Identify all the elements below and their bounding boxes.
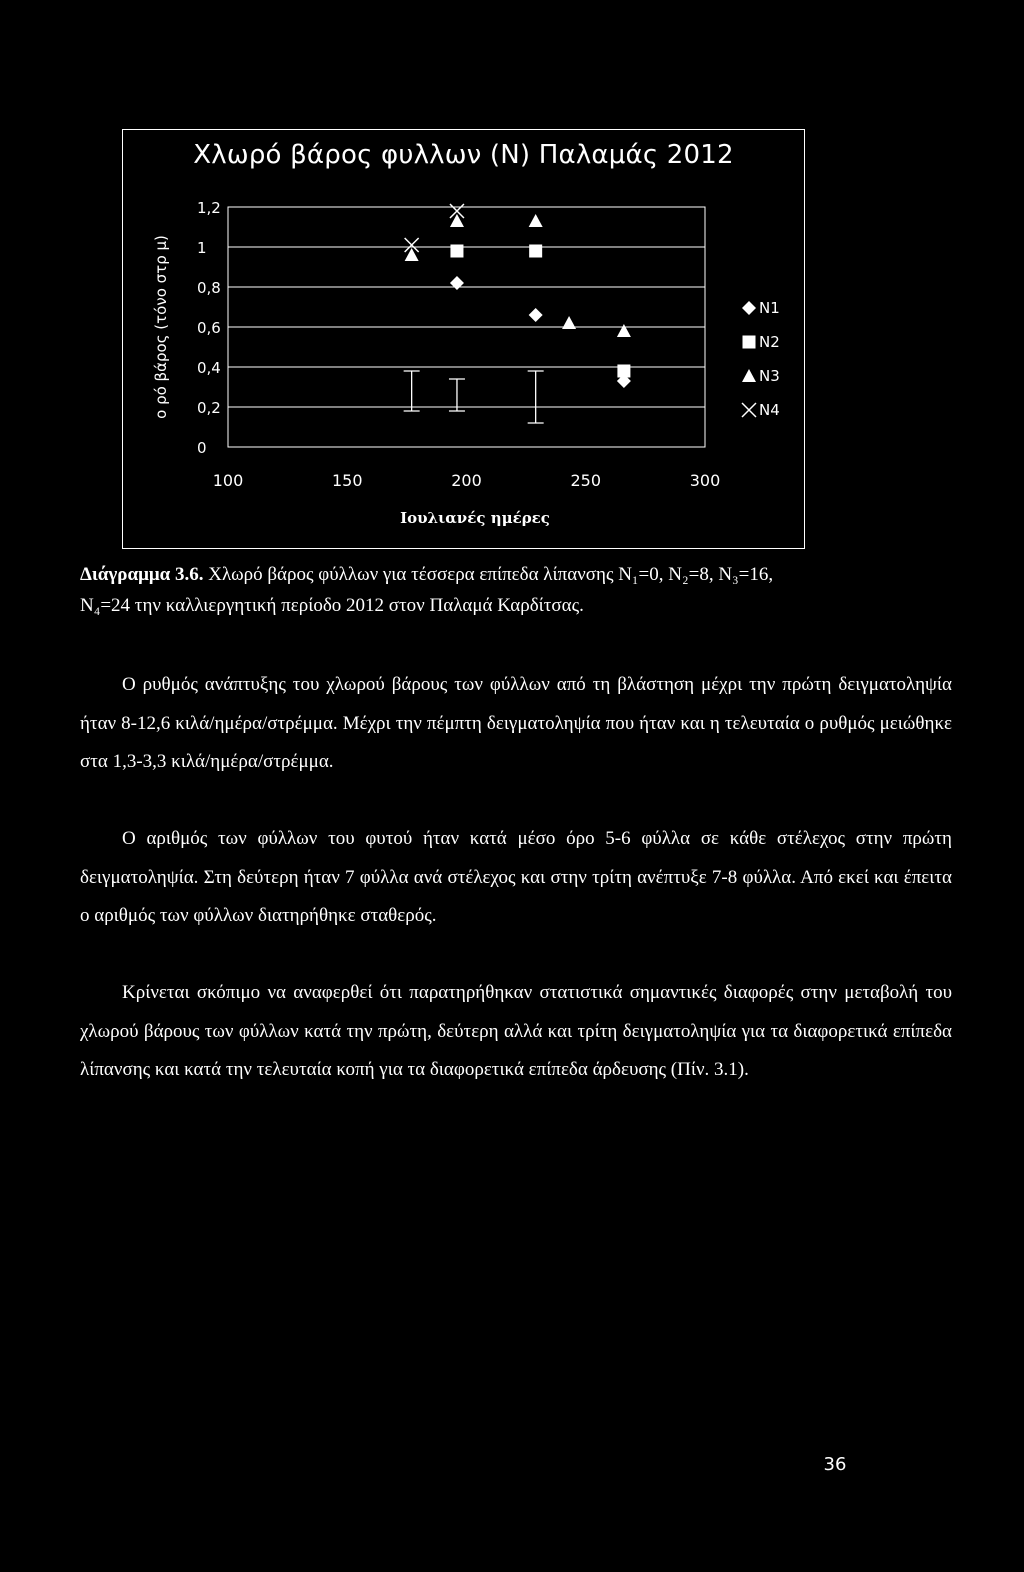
x-tick-label: 250	[570, 471, 602, 490]
paragraph-2: Ο αριθμός των φύλλων του φυτού ήταν κατά μέσο όρο 5-6 φύλλα σε κάθε στέλεχος στην πρώτη δειγματοληψία. Στη δεύτερη ήταν 7 φύλλα ανά στέλεχος και στην τρίτη ανέπτυξε 7-8 φύλλα. Από εκεί και έπειτα ο αριθμός των φύλλων διατηρήθηκε σταθερός.	[80, 828, 952, 926]
legend-marker-n3	[742, 369, 756, 382]
data-point-n2	[529, 245, 542, 258]
x-tick-label: 300	[689, 471, 721, 490]
data-point-n3	[617, 324, 631, 337]
paragraph-1: Ο ρυθμός ανάπτυξης του χλωρού βάρους των φύλλων από τη βλάστηση μέχρι την πρώτη δειγματοληψία ήταν 8-12,6 κιλά/ημέρα/στρέμμα. Μέχρι την πέμπτη δειγματοληψία που ήταν και η τελευταία ο ρυθμός μειώθηκε στα 1,3-3,3 κιλά/ημέρα/στρέμμα.	[80, 674, 952, 772]
caption-line-1: Χλωρό βάρος φύλλων για τέσσερα επίπεδα λίπανσης N₁=0, N₂=8, N₃=16,	[203, 564, 774, 585]
chart-title: Χλωρό βάρος φυλλων (N) Παλαμάς 2012	[193, 140, 734, 170]
legend-marker-n4	[742, 403, 756, 417]
y-tick-label: 0,8	[197, 279, 221, 297]
y-axis-title: ο ρό βάρος (τόνο στρ μ)	[152, 235, 170, 419]
legend-marker-n2	[743, 336, 756, 349]
y-tick-label: 0	[197, 439, 207, 457]
caption-line-2: N₄=24 την καλλιεργητική περίοδο 2012 στον Παλαμά Καρδίτσας.	[80, 595, 584, 616]
chart-svg	[0, 0, 1024, 560]
data-point-n2	[450, 245, 463, 258]
page-number: 36	[823, 1454, 847, 1475]
y-tick-label: 0,6	[197, 319, 221, 337]
legend-marker-n1	[742, 301, 756, 315]
legend-label-n3: N3	[759, 367, 780, 385]
x-tick-label: 100	[212, 471, 244, 490]
caption-label: Διάγραμμα 3.6.	[80, 564, 204, 585]
data-point-n3	[562, 316, 576, 329]
x-tick-label: 200	[451, 471, 482, 490]
data-point-n1	[529, 308, 543, 322]
legend-label-n1: N1	[759, 299, 780, 317]
y-tick-label: 1	[197, 239, 207, 257]
legend-label-n4: N4	[759, 401, 780, 419]
y-tick-label: 0,4	[197, 359, 221, 377]
y-tick-label: 1,2	[197, 199, 221, 217]
y-tick-label: 0,2	[197, 399, 221, 417]
figure-caption	[80, 559, 952, 621]
data-point-n3	[529, 214, 543, 227]
x-tick-label: 150	[331, 471, 363, 490]
legend-label-n2: N2	[759, 333, 780, 351]
x-axis-title: Ιουλιανές ημέρες	[400, 509, 550, 527]
data-point-n1	[450, 276, 464, 290]
paragraph-3: Κρίνεται σκόπιμο να αναφερθεί ότι παρατηρήθηκαν στατιστικά σημαντικές διαφορές στην μεταβολή του χλωρού βάρους των φύλλων κατά την πρώτη, δεύτερη αλλά και τρίτη δειγματοληψία για τα διαφορετικά επίπεδα λίπανσης και κατά την τελευταία κοπή για τα διαφορετικά επίπεδα άρδευσης (Πίν. 3.1).	[80, 982, 952, 1080]
data-point-n2	[617, 365, 630, 378]
